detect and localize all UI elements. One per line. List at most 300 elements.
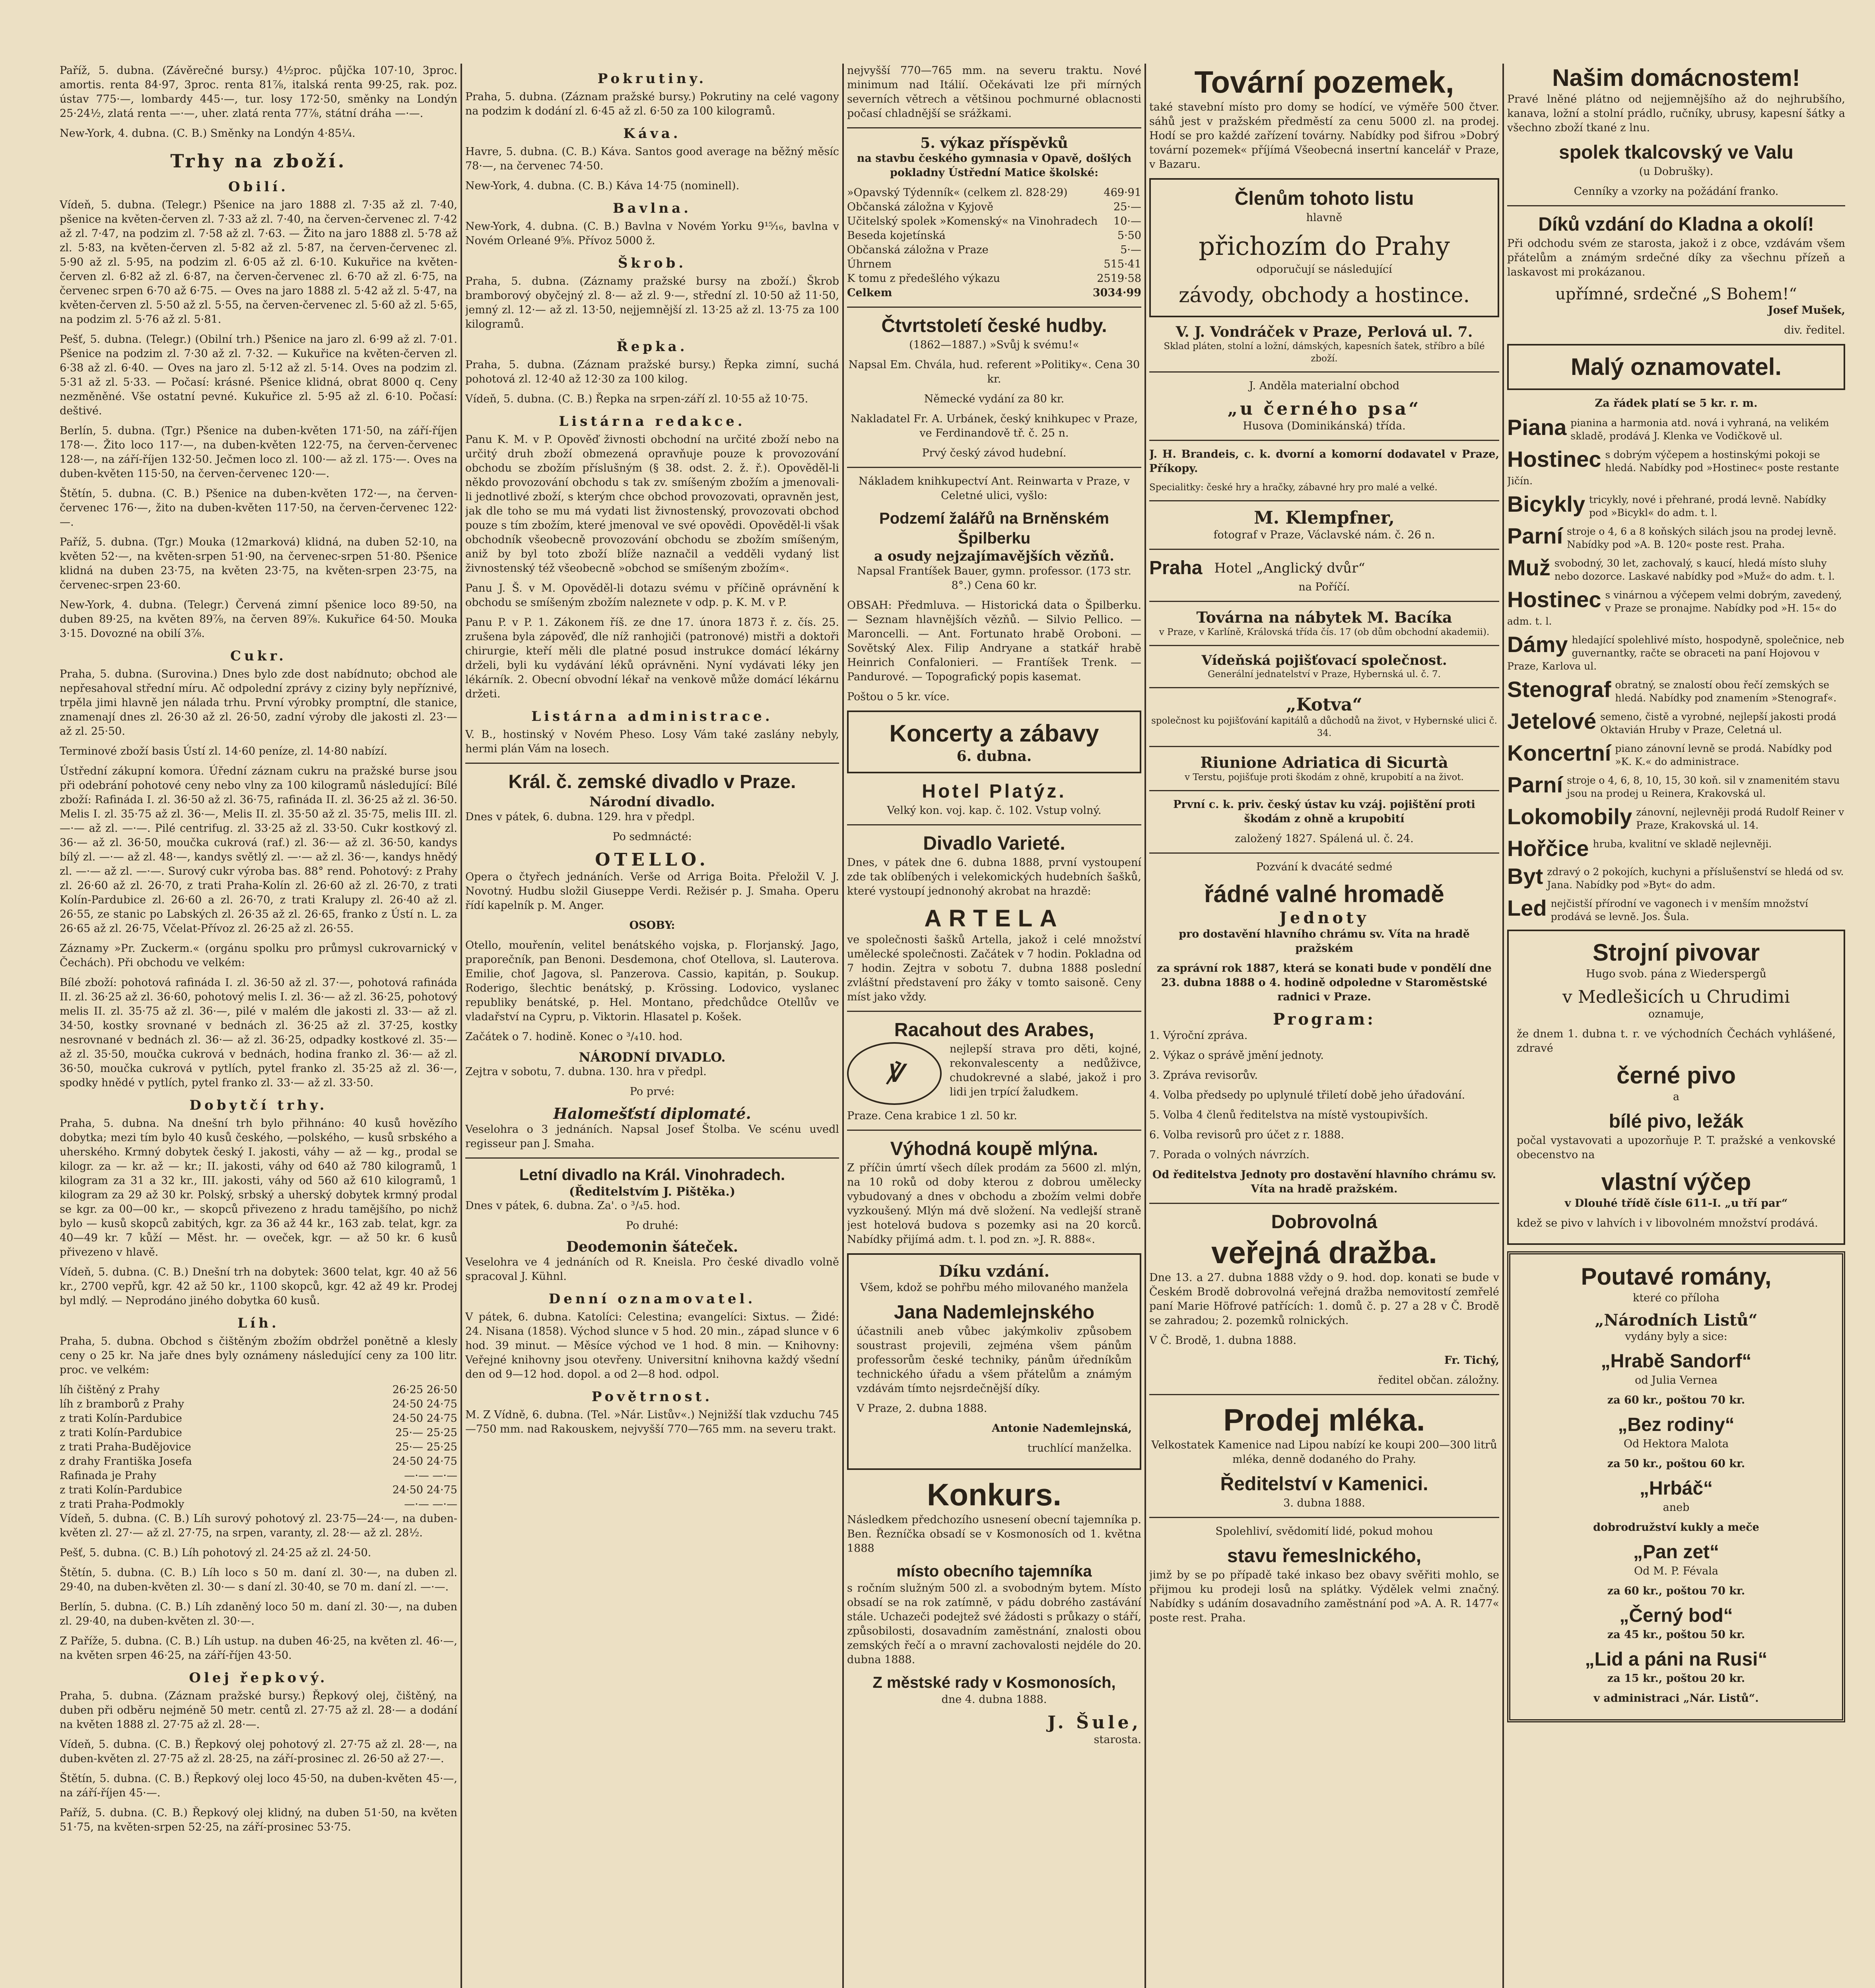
- sub-oznamovatel: Denní oznamovatel.: [548, 1291, 756, 1307]
- sub-cukr: Cukr.: [230, 648, 287, 664]
- konkurs-desc: Následkem předchozího usnesení obecní tajemníka p. Ben. Řezníčka obsadí se v Kosmonosích od 1. května 1888: [847, 1514, 1141, 1555]
- classified-keyword: Hostinec: [1507, 448, 1601, 472]
- podzemi-body: OBSAH: Předmluva. — Historická data o Špilberku. — Seznam hlavnějších vězňů. — Silvio Pellico. — Maroncelli. — Ant. Fortunato hrabě Oroboni. — Sovětský Alex. Filip Andryane a statkář hrabě Heinrich Confalonieri. — Frantíšek Trenk. — Pandurové. — Topografický popis kasemat.: [847, 599, 1141, 683]
- classified-ad: [1507, 678, 1845, 705]
- classified-ad: [1507, 633, 1845, 673]
- classified-list: [1507, 416, 1845, 923]
- sub-repka: Řepka.: [616, 339, 688, 355]
- column-markets: [60, 64, 457, 1988]
- drazba-sign: V Č. Brodě, 1. dubna 1888.: [1149, 1334, 1297, 1347]
- column-ads: [1149, 64, 1499, 1988]
- cast-heading: OSOBY:: [629, 919, 675, 932]
- divider: [847, 127, 1141, 128]
- label: Úhrnem: [847, 258, 892, 270]
- romany-foot: v administraci „Nár. Listů“.: [1593, 1692, 1759, 1705]
- program-item: 4. Volba předsedy po uplynulé třiletí době jeho úřadování.: [1149, 1089, 1465, 1101]
- podzemi-desc: Napsal Frantíšek Bauer, gymn. professor. (173 str. 8°.) Cena 60 kr.: [857, 565, 1132, 592]
- divider: [1149, 852, 1499, 854]
- play-otello: OTELLO.: [595, 850, 709, 870]
- program-item: 2. Výkaz o správě jmění jednoty.: [1149, 1049, 1324, 1062]
- dobytek-item: Vídeň, 5. dubna. (C. B.) Dnešní trh na dobytek: 3600 telat, kgr. 40 až 56 kr., 2700 vepřů, kgr. 42 až 50 kr., 1100 skopců, kgr. 42 až 49 kr. Prodej byl mdlý. — Neprodáno jiného dobytka 60 kusů.: [60, 1266, 457, 1307]
- ctvrtstoleti-4: Prvý český závod hudební.: [922, 447, 1067, 459]
- play-satecek: Deodemonin šáteček.: [566, 1239, 738, 1255]
- novel-price: za 50 kr., poštou 60 kr.: [1607, 1458, 1745, 1470]
- lih-label: líh čištěný z Prahy: [60, 1384, 160, 1396]
- sub-dobytek: Dobytčí trhy.: [189, 1097, 328, 1113]
- romany-vydany: vydány byly a sice:: [1625, 1330, 1727, 1343]
- classified-text: zánovní, nejlevněji prodá Rudolf Reiner v Praze, Krakovská ul. 14.: [1636, 806, 1844, 831]
- lih-values: 24·50 24·75: [392, 1412, 457, 1425]
- vinohrady-date: Dnes v pátek, 6. dubna. Za'. o ³/₄5. hod.: [465, 1200, 680, 1212]
- classified-keyword: Piana: [1507, 416, 1567, 440]
- classified-keyword: Muž: [1507, 557, 1551, 580]
- vykaz-value: 25·—: [1113, 201, 1141, 213]
- classified-text: tricykly, nové i přehrané, prodá levně. Nabídky pod »Bicykl« do adm. t. l.: [1589, 494, 1826, 518]
- obili-item: Štětín, 5. dubna. (C. B.) Pšenice na duben-květen 172·—, na červen-červenec 176·—, žito na duben-květen 117·50, na červen-červenec 122·—.: [60, 487, 457, 528]
- classified-text: semeno, čistě a vyrobné, nejlepší jakosti prodá Oktavián Hruby v Praze, Celetná ul.: [1600, 711, 1836, 736]
- classified-keyword: Bicykly: [1507, 493, 1585, 516]
- pivovar-beer1: černé pivo: [1616, 1062, 1736, 1089]
- clenum-big2: závody, obchody a hostince.: [1178, 283, 1470, 307]
- weather-cont: nejvyšší 770—765 mm. na severu traktu. Nové minimum nad Itálií. Očekávati lze při mírných severních větrech a většinou pochmurné oblacnosti počasí chladnější se srážkami.: [847, 64, 1141, 120]
- sub-pokrutiny: Pokrutiny.: [597, 71, 707, 87]
- cukr-item: Ústřední zákupní komora. Úřední záznam cukru na pražské burse jsou při odebrání pohotové ceny nebo vlny za 100 kilogramů následující: Bílé zboží: Rafináda I. zl. 36·50 až zl. 36·75, rafináda II. zl. 36·25 až zl. 36·50. Melis I. zl. 35·75 až zl. 36·—, Melis II. zl. 35·50 až zl. 35·75, melis III. zl. —·— až zl. —·—. Pilé centrifug. zl. 33·25 až zl. 33·50. Cukr kostkový zl. 36·— až zl. 36·50, moučka cukrová (raf.) zl. 36·— až zl. 36·50, kandys bílý zl. —·— až zl. 48·—, kandys světlý zl. —·— až zl. 36·—, kandys hnědý zl. —·— až zl. —·—. Surový cukr výroba bas. 88° rend. Pohotový: z Prahy zl. 26·60 až zl. 26·70, z trati Praha-Kolín zl. 26·60 až zl. 26·70, z trati Kolín-Pardubice zl. 26·60 a zl. 26·70, z trati Kralupy zl. 26·40 až zl. 26·55, ze stanic po Labských zl. 26·35 až zl. 26·65, franko z Ústí n. L. za 26·65 až zl. 26·75, Včelat-Přívoz zl. 26·25 až zl. 26·55.: [60, 765, 457, 935]
- divider: [465, 1157, 839, 1159]
- divider: [847, 307, 1141, 308]
- narodni-date: Zejtra v sobotu, 7. dubna. 130. hra v předpl.: [465, 1066, 707, 1078]
- diky-body: účastnili aneb vůbec jakýmkoliv způsobem soustrast projevili, zejména všem pánům professorům české techniky, pánům úředníkům technického úřadu a všem přátelům a známým vzdávám tímto nejsrdečnější díky.: [857, 1325, 1132, 1395]
- vykaz-label: Beseda kojetínská: [847, 229, 946, 242]
- clenum-sub: hlavně: [1306, 212, 1343, 224]
- lih-item: Štětín, 5. dubna. (C. B.) Líh loco s 50 m. daní zl. 30·—, na duben zl. 29·40, na duben-květen zl. 30·— s daní zl. 30·40, se 70 m. daní zl. —·—.: [60, 1567, 457, 1593]
- mleko-date: 3. dubna 1888.: [1283, 1497, 1365, 1509]
- pivovar-a: a: [1673, 1091, 1680, 1103]
- vykaz-label: Občanská záložna v Kyjově: [847, 201, 993, 213]
- divider: [847, 467, 1141, 468]
- sub-redakce: Listárna redakce.: [559, 414, 746, 429]
- program-item: 6. Volba revisorů pro účet z r. 1888.: [1149, 1129, 1345, 1141]
- drazba-title: Dobrovolná: [1271, 1211, 1378, 1233]
- classified-ad: [1507, 837, 1845, 860]
- divider: [1149, 549, 1499, 550]
- novel-price: za 45 kr., poštou 50 kr.: [1607, 1629, 1745, 1641]
- administrace: V. B., hostinský v Novém Pheso. Losy Vám také zaslány nebyly, hermi plán Vám na losech.: [465, 728, 839, 755]
- hotel-name: Hotel „Anglický dvůr“: [1214, 560, 1365, 576]
- classified-keyword: Koncertní: [1507, 742, 1611, 765]
- cukr-item: Záznamy »Pr. Zuckerm.« (orgánu spolku pro průmysl cukrovarnický v Čechách). Při obchodu ve velkém:: [60, 942, 457, 969]
- vondracek-desc: Sklad pláten, stolní a ložní, dámských, kapesních šatek, stříbro a bílé zboží.: [1164, 341, 1485, 364]
- play-diplomate-desc: Veselohra o 3 jednáních. Napsal Josef Štolba. Ve scénu uvedl regisseur pan J. Smaha.: [465, 1123, 839, 1150]
- vykaz-row: [847, 214, 1141, 229]
- kava-item: Havre, 5. dubna. (C. B.) Káva. Santos good average na běžný měsíc 78·—, na červenec 74·50.: [465, 146, 839, 172]
- sub-kava: Káva.: [623, 126, 681, 142]
- play-otello-desc: Opera o čtyřech jednáních. Verše od Arriga Boita. Přeložil V. J. Novotný. Hudbu složil Giuseppe Verdi. Režisér p. J. Smaha. Operu řídí kapelník p. M. Anger.: [465, 871, 839, 912]
- classified-text: pianina a harmonia atd. nová i vyhraná, na velikém skladě, prodává J. Klenka ve Vodičkově ul.: [1570, 417, 1829, 442]
- hromada-desc: pro dostavění hlavního chrámu sv. Víta na hradě pražském: [1179, 928, 1470, 955]
- domacnost-desc: Pravé lněné plátno od nejjemnějšího až do nejhrubšího, kanava, ložní a stolní prádlo, ručníky, ubrusy, kapesní šátky a všechno zboží tkané z lnu.: [1507, 93, 1845, 134]
- jandela-name: „u černého psa“: [1227, 399, 1421, 419]
- classified-keyword: Stenograf: [1507, 678, 1611, 702]
- sub-bavlna: Bavlna.: [612, 200, 692, 216]
- hromada-intro: Pozvání k dvacáté sedmé: [1256, 861, 1393, 873]
- lih-values: 26·25 26·50: [392, 1384, 457, 1396]
- classified-text: stroje o 4, 6, 8, 10, 15, 30 koň. sil v znamenitém stavu jsou na prodej u Reinera, Krakovská ul.: [1567, 775, 1840, 799]
- pozemek-title: Tovární pozemek,: [1194, 64, 1454, 99]
- diky-title: Díku vzdání.: [938, 1262, 1050, 1281]
- narodni-poprve: Po prvé:: [630, 1085, 675, 1098]
- konkurs-role: starosta.: [1094, 1734, 1141, 1746]
- lih-values: 25·— 25·25: [395, 1441, 457, 1453]
- lih-values: 24·50 24·75: [392, 1398, 457, 1410]
- pozemek-desc: také stavební místo pro domy se hodící, ve výměře 500 čtver. sáhů jest v pražském předměstí za cenu 5000 zl. na prodej. Hodí se pro každé zařízení továrny. Nabídky pod šifrou »Dobrý tovární pozemek« příjímá Všeobecná insertní kancelář v Praze, v Bazaru.: [1149, 101, 1499, 171]
- theatre-title: Král. č. zemské divadlo v Praze.: [508, 771, 796, 792]
- classified-keyword: Led: [1507, 897, 1547, 920]
- mleko-title: Prodej mléka.: [1223, 1402, 1425, 1437]
- novel-title: „Lid a páni na Rusi“: [1585, 1649, 1768, 1670]
- hromada-sub: Jednoty: [1279, 909, 1369, 927]
- classified-text: s dobrým výčepem a hostinskými pokoji se hledá. Nabídky pod »Hostinec« poste restante Jičín.: [1507, 449, 1839, 487]
- novel-price: za 15 kr., poštou 20 kr.: [1607, 1672, 1745, 1685]
- theatre-date: Dnes v pátek, 6. dubna. 129. hra v předpl.: [465, 811, 695, 823]
- novel-price: za 60 kr., poštou 70 kr.: [1607, 1394, 1745, 1406]
- domacnost-title: Našim domácnostem!: [1552, 64, 1800, 91]
- racahout-foot: Praze. Cena krabice 1 zl. 50 kr.: [847, 1110, 1017, 1122]
- stavu-desc: Spolehliví, svědomití lidé, pokud mohou: [1215, 1525, 1433, 1538]
- program-item: 5. Volba 4 členů ředitelstva na místě vystoupivších.: [1149, 1109, 1428, 1121]
- classified-ad: [1507, 416, 1845, 443]
- konkurs-date: dne 4. dubna 1888.: [941, 1693, 1047, 1706]
- column-rule: [1502, 64, 1504, 1988]
- lih-label: z trati Kolín-Pardubice: [60, 1412, 182, 1425]
- obili-item: Vídeň, 5. dubna. (Telegr.) Pšenice na jaro 1888 zl. 7·35 až zl. 7·40, pšenice na květen-červen zl. 7·33 až zl. 7·40, na červen-červenec zl. 7·42 až zl. 7·47, na podzim zl. 7·58 až zl. 7·63. — Žito na jaro 1888 zl. 5·78 až zl. 5·83, na květen-červen zl. 5·82 až zl. 5·87, na červen-červenec zl. 5·90 až zl. 5·95, na podzim zl. 6·05 až zl. 6·10. Kukuřice na květen-červen zl. 6·82 až zl. 6·87, na červen-červenec zl. 6·70 až zl. 6·75, na červenec srpen 6·70 až 6·75. — Oves na jaro 1888 zl. 5·42 až zl. 5·47, na květen-červen zl. 5·50 až zl. 5·55, na červen-červenec zl. 5·60 až zl. 5·65, na podzim zl. 5·76 až zl. 5·81.: [60, 199, 457, 326]
- kotva: „Kotva“: [1286, 695, 1362, 715]
- divider: [1149, 601, 1499, 602]
- classified-ad: [1507, 774, 1845, 800]
- novel-price: dobrodružství kukly a meče: [1593, 1521, 1759, 1534]
- spolek-note: Cenníky a vzorky na požádání franko.: [1574, 185, 1779, 198]
- vondracek: V. J. Vondráček v Praze, Perlová ul. 7.: [1176, 324, 1473, 340]
- pivovar-place: v Medlešicích u Chrudimi: [1562, 987, 1790, 1007]
- vykaz-row: [847, 243, 1141, 257]
- bacik: Továrna na nábytek M. Bacíka: [1196, 608, 1452, 626]
- stavu-body: jimž by se po případě také inkaso bez obavy svěřiti mohlo, se přijmou ku prodeji losů na splátky. Výdělek velmi značný. Nabídky s udáním dosavadního zaměstnání pod »A. A. R. 1477« poste rest. Praha.: [1149, 1569, 1499, 1624]
- variete-more: ve společnosti šašků Artella, jakož i celé množství umělecké společnosti. Začátek v 7 hodin. Pokladna od 7 hodin. Zejtra v sobotu 7. dubna 1888 poslední zvláštní představení pro žáky v tomto saisoně. Ceny míst jako vždy.: [847, 934, 1141, 1003]
- lih-values: —·— —·—: [404, 1498, 457, 1510]
- lih-table-row: [60, 1497, 457, 1512]
- podzemi-foot: Poštou o 5 kr. více.: [847, 691, 950, 703]
- cast-list: Otello, mouřenín, velitel benátského vojska, p. Florjanský. Jago, praporečník, pan Benoni. Desdemona, choť Otellova, sl. Lauterova. Emilie, choť Jagova, sl. Panzerova. Cassio, kapitán, p. Soukup. Roderigo, šlechtic benátský, p. Krössing. Lodovico, vyslanec republiky benátské, p. Hel. Montano, předchůdce Otellův ve vladařství na Cypru, p. Viktorin. Hlasatel p. Košek.: [465, 939, 839, 1023]
- diky-sign: Antonie Nademlejnská,: [992, 1422, 1132, 1435]
- lih-values: 25·— 25·25: [395, 1427, 457, 1439]
- section-title-markets: Trhy na zboží.: [170, 150, 347, 172]
- variete-title: Divadlo Varieté.: [923, 833, 1065, 854]
- column-rule: [460, 64, 462, 1988]
- paris-bourse: Paříž, 5. dubna. (Závěrečné bursy.) 4½proc. půjčka 107·10, 3proc. amortis. renta 84·97, 3proc. renta 81⅞, italská renta 99·25, rak. poz. ústav 775·—, lombardy 445·—, tur. losy 172·50, směnky na Londýn 25·24½, zlatá renta —·—, uher. zlatá renta 77⅞, státní dráha —·—.: [60, 64, 457, 120]
- lih-table-row: [60, 1426, 457, 1440]
- drazba-name: Fr. Tichý,: [1444, 1354, 1499, 1367]
- sub-obili: Obilí.: [228, 179, 289, 195]
- lih-values: —·— —·—: [404, 1470, 457, 1482]
- classified-keyword: Byt: [1507, 865, 1543, 889]
- theatre-times: Začátek o 7. hodině. Konec o ³/₄10. hod.: [465, 1031, 683, 1043]
- novel-title: „Hrabě Sandorf“: [1601, 1351, 1752, 1372]
- koncerty-box: [847, 711, 1141, 773]
- classified-text: nejčistší přírodní ve vagonech i v menším množství prodává se levně. Jos. Šula.: [1551, 898, 1808, 922]
- classified-keyword: Lokomobily: [1507, 806, 1632, 829]
- classified-keyword: Parní: [1507, 525, 1563, 548]
- maly-sub: Za řádek platí se 5 kr. r. m.: [1595, 397, 1758, 410]
- lih-table: [60, 1383, 457, 1512]
- drazba-desc: Dne 13. a 27. dubna 1888 vždy o 9. hod. dop. konati se bude v Českém Brodě dobrovolná veřejná dražba nemovitostí zemřelé paní Marie Höfrové patřících: 1. domů č. p. 27 a 28 v Č. Brodě se zahradou; 2. pozemků rolnických.: [1149, 1272, 1499, 1327]
- redakce-item: Panu P. v P. 1. Zákonem říš. ze dne 17. února 1873 ř. z. čís. 25. zrušena byla zápověď, dle níž ranhojiči (patronové) mistři a doktoři chirurgie, kteří měli dle platné posud instrukce domácí lékárny drželi, byli ku vydávání léků oprávněni. Nyní vydávati léky jen lékárník. 2. Obecní obvodní lékař na venkově může domácí lékárnu držeti.: [465, 616, 839, 700]
- vykaz-value: 5·—: [1120, 244, 1141, 256]
- classified-text: hledající spolehlivé místo, hospodyně, společnice, neb guvernantky, račte se obraceti na paní Hojovou v Praze, Karlova ul.: [1507, 634, 1844, 672]
- classified-keyword: Dámy: [1507, 633, 1568, 657]
- redakce-item: Panu K. M. v P. Opověď živnosti obchodní na určité zboží nebo na určitý druh zboží obmezená opravňuje pouze k provozování obchodu se zbožím příslušným (§ 38. odst. 2. ž. ř.). Opověděl-li někdo provozování obchodu s tak zv. smíšeným zbožím a jmenovali-li jednotlivé zboží, s kterým chce obchod provozovati, opravněn jest, jak dle toho se mu má vydati list živnostenský, provozovati obchod pouze s tím zbožím, které jmenoval ve své opovědi. Opověděl-li však obchodník všeobecně provozování obchodu se zbožím smíšeným, aniž by byl toto zboží blíže naznačil a vedděli vydaný list živnostenský též všeobecně »obchod se smíšeným zbožím«.: [465, 433, 839, 575]
- novel-title: „Pan zet“: [1633, 1541, 1720, 1563]
- variete-desc: Dnes, v pátek dne 6. dubna 1888, první vystoupení zde tak oblíbených i velekomických hudebních šašků, které vystoupí jednonohý akrobat na hrazdě:: [847, 856, 1141, 897]
- column-commodities: [465, 64, 839, 1988]
- lih-item: Vídeň, 5. dubna. (C. B.) Líh surový pohotový zl. 23·75—24·—, na duben-květen zl. 27·— až zl. 27·75, na srpen, varanty, zl. 28·— až zl. 28½.: [60, 1512, 457, 1539]
- racahout-desc: nejlepší strava pro děti, kojné, rekonvalescenty a nedůživce, chudokrevné a slabé, jakož i pro lidi jen trpící žaludkem.: [950, 1043, 1141, 1098]
- classified-ad: [1507, 557, 1845, 583]
- vykaz-row: [847, 186, 1141, 200]
- ctvrtstoleti-title: Čtvrtstoletí české hudby.: [881, 315, 1107, 336]
- vykaz-row: [847, 200, 1141, 214]
- vinohrady-podruhe: Po druhé:: [626, 1219, 678, 1232]
- lih-label: z drahy Františka Josefa: [60, 1455, 192, 1468]
- clenum-title: Členům tohoto listu: [1234, 188, 1414, 209]
- riunione-desc: v Terstu, pojišťuje proti škodám z ohně, krupobití a na život.: [1185, 772, 1464, 782]
- konkurs-title: Konkurs.: [927, 1477, 1062, 1512]
- skrob: Praha, 5. dubna. (Záznamy pražské bursy na zboží.) Škrob bramborový obyčejný zl. 8·— až zl. 9·—, střední zl. 10·50 až 11·50, jemný zl. 12·— až zl. 13·50, nejjemnější zl. 13·25 až zl. 13·75 za 100 kilogramů.: [465, 275, 839, 330]
- novel-author: aneb: [1663, 1501, 1690, 1514]
- divider: [1149, 687, 1499, 688]
- brandeis: J. H. Brandeis, c. k. dvorní a komorní dodavatel v Praze, Příkopy.: [1149, 448, 1499, 475]
- classified-keyword: Parní: [1507, 774, 1563, 797]
- upr-greeting: upřímné, srdečné „S Bohem!“: [1555, 285, 1797, 303]
- ctvrtstoleti-3: Nakladatel Fr. A. Urbánek, český knihkupec v Praze, ve Ferdinandově tř. č. 25 n.: [850, 413, 1138, 439]
- koupe-desc: Z příčin úmrtí všech dílek prodám za 5600 zl. mlýn, na 10 roků od doby kterou z dobrou umělecky vybudovaný a dnes v obchodu a zbožím velmi dobře vyzkoušený. Mlýn má dvě složení. Na vedlejší straně jest hotelová budova s pozemky asi na 20 korců. Nabídky přijímá adm. t. l. pod zn. »J. R. 888«.: [847, 1162, 1141, 1246]
- pivovar-desc2: počal vystavovati a upozorňuje P. T. pražské a venkovské obecenstvo na: [1517, 1134, 1836, 1161]
- romany-box: [1507, 1251, 1845, 1722]
- riunione: Riunione Adriatica di Sicurtà: [1200, 753, 1448, 771]
- classified-ad: [1507, 525, 1845, 551]
- hotel-addr: na Poříčí.: [1298, 581, 1350, 593]
- sub-administrace: Listárna administrace.: [531, 709, 773, 724]
- redakce-item: Panu J. Š. v M. Opověděl-li dotazu svému v příčině oprávnění k obchodu se smíšeným zbožím naleznete v odp. p. K. M. v P.: [465, 582, 839, 609]
- repka-item: Vídeň, 5. dubna. (C. B.) Řepka na srpen-září zl. 10·55 až 10·75.: [465, 393, 808, 405]
- divider: [1149, 440, 1499, 441]
- kotva-desc: společnost ku pojišťování kapitálů a důchodů na život, v Hybernské ulici č. 34.: [1151, 716, 1497, 738]
- classified-text: hruba, kvalitní ve skladě nejlevněji.: [1593, 838, 1772, 850]
- cukr-item: Terminové zboží basis Ústí zl. 14·60 peníze, zl. 14·80 nabízí.: [60, 745, 388, 757]
- value: 2519·58: [1097, 272, 1141, 285]
- romany-title: Poutavé romány,: [1581, 1263, 1772, 1290]
- obili-item: Berlín, 5. dubna. (Tgr.) Pšenice na duben-květen 171·50, na září-říjen 178·—. Žito loco 117·—, na duben-květen 122·75, na červen-červenec 128·—, na září-říjen 132·50. Ječmen loco zl. 100·— až zl. 175·—. Oves na duben-květen 115·50, na červen-červenec 120·—.: [60, 425, 457, 480]
- pivovar-vycep: vlastní výčep: [1601, 1169, 1751, 1195]
- clenum-box: [1149, 178, 1499, 317]
- koncerty-date: 6. dubna.: [956, 748, 1032, 765]
- racahout-seal: ℣: [847, 1042, 942, 1105]
- lih-table-row: [60, 1440, 457, 1454]
- diky-kladno-desc: Při odchodu svém ze starosta, jakož i z obce, vzdávám všem přátelům a známým srdečné díky za všechnu přízeň a laskavost mi prokázanou.: [1507, 237, 1845, 278]
- ctvrtstoleti-sub: (1862—1887.) »Svůj k svému!«: [909, 339, 1079, 351]
- novel-author: Od Hektora Malota: [1623, 1438, 1729, 1450]
- lih-values: 24·50 24·75: [392, 1455, 457, 1468]
- spolek-title: spolek tkalcovský ve Valu: [1559, 142, 1793, 163]
- lih-label: Rafinada je Prahy: [60, 1470, 157, 1482]
- pivovar-body: kdež se pivo v lahvích i v libovolném množství prodává.: [1517, 1217, 1818, 1229]
- clenum-desc: odporučují se následující: [1256, 263, 1392, 276]
- ctvrtstoleti-2: Německé vydání za 80 kr.: [924, 393, 1065, 405]
- lih-intro: Praha, 5. dubna. Obchod s čištěným zbožím obdržel ponětně a klesly ceny o 25 kr. Na jaře dnes byly oznámeny následující ceny za 100 litr. proc. ve velkém:: [60, 1335, 457, 1376]
- olej-item: Vídeň, 5. dubna. (C. B.) Řepkový olej pohotový zl. 27·75 až zl. 28·—, na duben-květen zl. 27·75 až zl. 28·25, na září-prosinec zl. 26·50 až 27·—.: [60, 1738, 457, 1765]
- mleko-sign: Ředitelství v Kamenici.: [1220, 1474, 1428, 1495]
- racahout-title: Racahout des Arabes,: [894, 1019, 1094, 1041]
- classified-ad: [1507, 448, 1845, 487]
- pivovar-desc: že dnem 1. dubna t. r. ve východních Čechách vyhlášené, zdravé: [1517, 1028, 1836, 1054]
- mleko-desc: Velkostatek Kamenice nad Lipou nabízí ke koupi 200—300 litrů mléka, denně dodaného do Prahy.: [1151, 1439, 1497, 1466]
- lih-table-row: [60, 1397, 457, 1411]
- theatre-count: Po sedmnácté:: [612, 831, 692, 843]
- olej-item: Praha, 5. dubna. (Záznam pražské bursy.) Řepkový olej, čištěný, na duben při odběru nejméně 50 metr. centů zl. 27·75 až zl. 28·— a dodání na květen 1888 zl. 27·75 až zl. 28·—.: [60, 1690, 457, 1731]
- hotel-platyz: Hotel Platýz.: [922, 781, 1067, 802]
- lih-item: Z Paříže, 5. dubna. (C. B.) Líh ustup. na duben 46·25, na květen zl. 46·—, na květen srpen 46·25, na září-říjen 43·50.: [60, 1635, 457, 1662]
- variete-artist: ARTELA: [924, 905, 1064, 932]
- lih-label: z trati Praha-Podmokly: [60, 1498, 185, 1510]
- divider: [1149, 371, 1499, 373]
- divider: [847, 1130, 1141, 1131]
- vykaz-predchozi: [847, 272, 1141, 286]
- program-title: Program:: [1273, 1010, 1376, 1029]
- ctvrtstoleti-desc: Napsal Em. Chvála, hud. referent »Politiky«. Cena 30 kr.: [848, 359, 1140, 385]
- newyork-bourse: New-York, 4. dubna. (C. B.) Směnky na Londýn 4·85¼.: [60, 127, 356, 140]
- vinohrady-title: Letní divadlo na Král. Vinohradech.: [519, 1166, 785, 1184]
- column-rule: [1144, 64, 1146, 1988]
- dobytek-item: Praha, 5. dubna. Na dnešní trh bylo přihnáno: 40 kusů hovězího dobytka; mezi tím bylo 40 kusů českého, —polského, — kusů srbského a uherského. Krmný dobytek český I. jakosti, váhy — až — kg., prodal se kilogr. za — kr. až — kr.; II. jakosti, váhy od 640 až 780 kilogramů, 1 kilogram za 31 a 32 kr., III. jakosti, váhy od 560 až 610 kilogramů, 1 kilogram za 29 až 30 kr. Polský, srbský a uherský dobytek krmný prodal se kgr. za 00—00 kr., — skopců přivezeno z hradu tamějšího, po nichž bylo — kusů skopců zabitých, kgr. za 36 až 44 kr., 163 zab. telat, kgr. za 40—49 kr. 7 kůží — Měst. hr. — oveček, kgr. — až 50 kr. 6 kusů přivezeno v hlavě.: [60, 1117, 457, 1258]
- olej-item: Paříž, 5. dubna. (C. B.) Řepkový olej klidný, na duben 51·50, na květen 51·75, na květen-srpen 52·25, na září-prosinec 53·75.: [60, 1807, 457, 1833]
- drazba-role: ředitel občan. záložny.: [1378, 1374, 1499, 1386]
- pivovar-box: [1507, 930, 1845, 1245]
- novel-title: „Hrbáč“: [1639, 1478, 1713, 1499]
- classified-ad: [1507, 588, 1845, 628]
- divider: [1149, 1517, 1499, 1518]
- diky-sign2: truchlící manželka.: [1027, 1442, 1132, 1454]
- lih-values: 24·50 24·75: [392, 1484, 457, 1496]
- divider: [1149, 1203, 1499, 1204]
- povetrnost: M. Z Vídně, 6. dubna. (Tel. »Nár. Listův«.) Nejnižší tlak vzduchu 745—750 mm. nad Rakouskem, nejvyšší 770—765 mm. na severu trakt.: [465, 1409, 839, 1435]
- vykaz-label: Občanská záložna v Praze: [847, 244, 989, 256]
- divider: [847, 824, 1141, 825]
- lih-label: z trati Praha-Budějovice: [60, 1441, 191, 1453]
- maly-title: Malý oznamovatel.: [1570, 353, 1782, 380]
- brandeis-desc: Specialitky: české hry a hračky, zábavné hry pro malé a velké.: [1149, 482, 1438, 493]
- divider: [1507, 205, 1845, 206]
- hromada-date: za správní rok 1887, která se konati bude v pondělí dne 23. dubna 1888 o 4. hodině odpoledne v Staroměstské radnici v Praze.: [1157, 962, 1492, 1003]
- pivovar-oznamuje: oznamuje,: [1648, 1008, 1704, 1020]
- vykaz-uhrnem: [847, 257, 1141, 272]
- divider: [1149, 500, 1499, 501]
- lih-item: Berlín, 5. dubna. (C. B.) Líh zdaněný loco 50 m. daní zl. 30·—, na duben zl. 29·40, na duben-květen zl. 30·—.: [60, 1601, 457, 1627]
- vykaz-row: [847, 229, 1141, 243]
- konkurs-sign: Z městské rady v Kosmonosích,: [872, 1674, 1116, 1691]
- classified-text: piano zánovní levně se prodá. Nabídky pod »K. K.« do administrace.: [1615, 743, 1832, 767]
- classified-ad: [1507, 865, 1845, 891]
- konkurs-body: s ročním služným 500 zl. a svobodným bytem. Místo obsadí se na rok zatímně, v pádu dobrého zastávání stále. Uchazeči podejtež své žádosti s průkazy o stáří, způsobilosti, dosavadním zaměstnání, znalosti obou zemských řečí a o mravní zachovalosti nejdéle do 20. dubna 1888.: [847, 1582, 1141, 1666]
- obili-item: Paříž, 5. dubna. (Tgr.) Mouka (12marková) klidná, na duben 52·10, na květen 52·—, na květen-srpen 51·90, na červenec-srpen 51·80. Pšenice klidná na duben 23·75, na květen 23·75, na květen-srpen 23·75, na červenec-srpen 23·60.: [60, 536, 457, 591]
- cesky-ustav: První c. k. priv. český ústav ku vzáj. pojištění proti škodám z ohně a krupobití: [1173, 798, 1475, 825]
- classified-keyword: Hořčice: [1507, 837, 1589, 860]
- koncerty-title: Koncerty a zábavy: [889, 720, 1099, 747]
- divider: [1149, 645, 1499, 646]
- sign-role: div. ředitel.: [1784, 324, 1845, 336]
- videnska-desc: Generální jednatelství v Praze, Hybernská ul. č. 7.: [1208, 669, 1441, 679]
- repka-item: Praha, 5. dubna. (Záznam pražské bursy.) Řepka zimní, suchá pohotová zl. 12·40 až 12·30 za 100 kilog.: [465, 359, 839, 385]
- stavu-title: stavu řemeslnického,: [1227, 1545, 1422, 1567]
- vykaz-value: 469·91: [1104, 186, 1141, 199]
- play-diplomate: Halomešťstí diplomaté.: [553, 1105, 751, 1122]
- novel-price: za 60 kr., poštou 70 kr.: [1607, 1585, 1745, 1597]
- romany-list: [1518, 1349, 1834, 1686]
- pokrutiny: Praha, 5. dubna. (Záznam pražské bursy.) Pokrutiny na celé vagony na podzim k dodání zl. 6·45 až zl. 6·50 za 100 kilogramů.: [465, 91, 839, 117]
- bavlna: New-York, 4. dubna. (C. B.) Bavlna v Novém Yorku 9¹⁵⁄₁₆, bavlna v Novém Orleané 9⅝. Přívoz 5000 ž.: [465, 220, 839, 247]
- column-classifieds: [1507, 64, 1845, 1988]
- narodni-heading: NÁRODNÍ DIVADLO.: [579, 1050, 726, 1065]
- program-item: 7. Porada o volných návrzích.: [1149, 1149, 1310, 1161]
- column-notices: [847, 64, 1141, 1988]
- diky-kladno-title: Díků vzdání do Kladna a okolí!: [1538, 214, 1814, 235]
- classified-text: stroje o 4, 6 a 8 koňských silách jsou na prodej levně. Nabídky pod »A. B. 120« poste rest. Praha.: [1567, 526, 1836, 550]
- program-item: 1. Výroční zpráva.: [1149, 1029, 1248, 1042]
- lih-label: líh z bramborů z Prahy: [60, 1398, 184, 1410]
- vinohrady-sub: (Ředitelstvím J. Pištěka.): [569, 1185, 736, 1199]
- vykaz-table: [847, 186, 1141, 257]
- sub-skrob: Škrob.: [618, 255, 687, 271]
- hotel-platyz-desc: Velký kon. voj. kap. č. 102. Vstup volný.: [887, 804, 1102, 817]
- cukr-item: Bílé zboží: pohotová rafináda I. zl. 36·50 až zl. 37·—, pohotová rafináda II. zl. 36·25 až zl. 36·60, pohotový melis I. zl. 36·— až zl. 36·25, pohotový melis II. zl. 35·75 až zl. 36·—, pilé v malém dle jakosti zl. 33·— až zl. 34·50, kostky srovnané v bednách zl. 36·25 až zl. 37·25, kostky nesrovnané v bednách zl. 36·— až zl. 36·25, odpadky kostkové zl. 35·— až zl. 35·50, moučka cukrová v bednách, hodina franko zl. 36·— až zl. 36·50, moučka cukrová v pytlích, pytel franko zl. 35·25 až zl. 36·—, spodky hnědé v pytlích, pytel franko zl. 33·— až zl. 33·50.: [60, 977, 457, 1089]
- sign-name: Josef Mušek,: [1768, 304, 1845, 316]
- classified-text: svobodný, 30 let, zachovalý, s kaucí, hledá místo sluhy nebo dozorce. Laskavé nabídky pod »Muž« do adm. t. l.: [1554, 557, 1835, 582]
- novel-author: Od M. P. Févala: [1634, 1565, 1718, 1577]
- videnska: Vídeňská pojišťovací společnost.: [1201, 652, 1447, 668]
- pivovar-beer2: bílé pivo, ležák: [1609, 1111, 1744, 1132]
- divider: [847, 1011, 1141, 1012]
- diky-box: [847, 1253, 1141, 1470]
- lih-label: z trati Kolín-Pardubice: [60, 1427, 182, 1439]
- podzemi-sub: a osudy nejzajímavějších vězňů.: [874, 548, 1114, 564]
- kava-item: New-York, 4. dubna. (C. B.) Káva 14·75 (nominell).: [465, 180, 740, 192]
- vykaz-value: 5·50: [1117, 229, 1141, 242]
- classified-ad: [1507, 897, 1845, 923]
- romany-sub: které co příloha: [1633, 1292, 1720, 1304]
- vykaz-label: Učitelský spolek »Komenský« na Vinohradech: [847, 215, 1098, 227]
- classified-text: obratný, se znalostí obou řečí zemských se hledá. Nabídky pod znamením »Stenograf«.: [1615, 679, 1837, 704]
- lih-table-row: [60, 1469, 457, 1483]
- clenum-big: přichozím do Prahy: [1199, 232, 1450, 261]
- divider: [1149, 790, 1499, 791]
- spolek-sub: (u Dobrušky).: [1639, 165, 1714, 178]
- divider: [1149, 1394, 1499, 1395]
- hotel-anglicky-dvur: [1149, 556, 1499, 580]
- vykaz-sub: na stavbu českého gymnasia v Opavě, došlých pokladny Ústřední Matice školské:: [857, 152, 1132, 179]
- cesky-ustav-desc: založený 1827. Spálená ul. č. 24.: [1235, 833, 1414, 845]
- pivovar-sub: Hugo svob. pána z Wiederspergů: [1586, 968, 1766, 980]
- novel-title: „Bez rodiny“: [1618, 1414, 1735, 1435]
- diky-name: Jana Nademlejnského: [894, 1302, 1095, 1323]
- drazba-big: veřejná dražba.: [1211, 1235, 1437, 1270]
- novel-title: „Černý bod“: [1619, 1605, 1733, 1626]
